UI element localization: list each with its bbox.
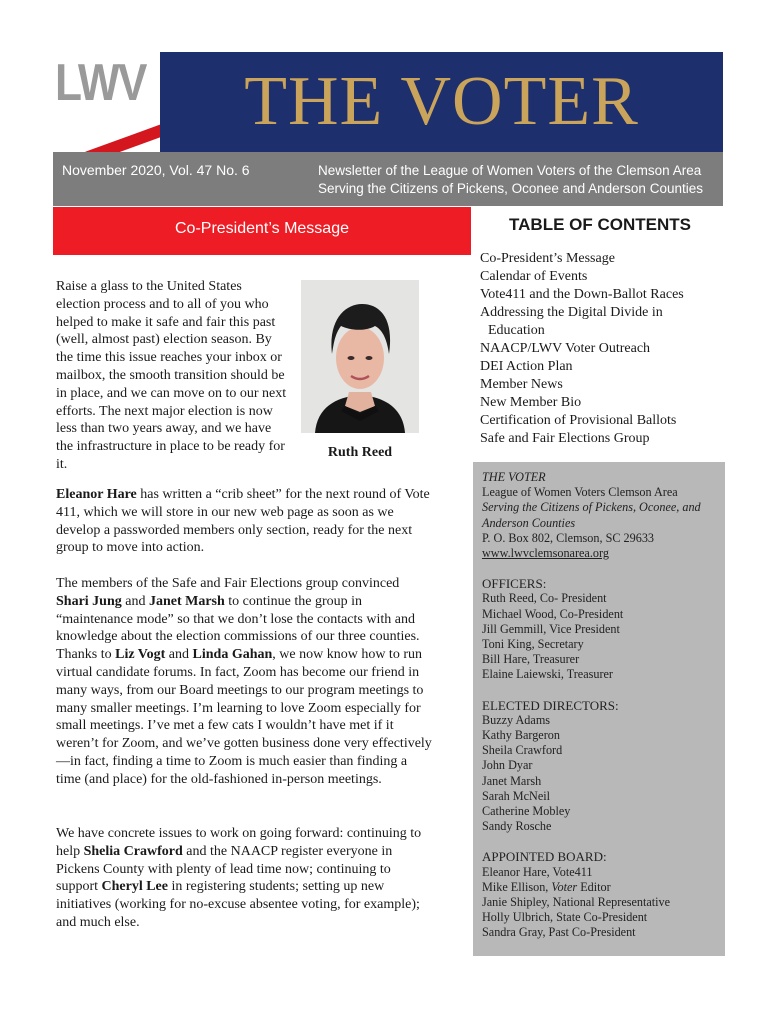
toc-item: Calendar of Events [480,269,588,284]
serving-text: Serving the Citizens of Pickens, Oconee, and [482,500,701,515]
toc-item: Education [488,323,545,338]
appointed-entry: Eleanor Hare, Vote411 [482,864,593,879]
paragraph-text: and [121,593,149,609]
officer-entry: Ruth Reed, Co- President [482,591,607,606]
appointed-entry: Sandra Gray, Past Co-President [482,925,636,940]
paragraph-text: We have concrete issues to work on going forward: continuing to help [56,826,422,859]
message-heading-bar [53,207,471,255]
message-paragraph-2 [56,486,434,557]
website-link[interactable] [482,546,722,561]
photo-caption: Ruth Reed [327,445,393,460]
director-entry: Sarah McNeil [482,788,551,803]
paragraph-text: to continue the group in “maintenance mode” so that we don’t lose the contacts with and knowledge about the election commissions of our three counties. Thanks to [56,593,420,663]
portrait-image [301,280,419,433]
tagline-line-2: Serving the Citizens of Pickens, Oconee and Anderson Counties [318,181,703,196]
toc-item: Vote411 and the Down-Ballot Races [480,287,684,302]
website-url[interactable]: www.lwvclemsonarea.org [482,546,609,561]
toc-item: Addressing the Digital Divide in [480,305,663,320]
appointed-entry [482,880,722,895]
paragraph-text: , we now know how to run virtual candidate forums. In fact, Zoom has become our friend in many ways, from our Board meetings to our program meetings to many smaller meetings. I’m learning to love Zoom especially for small meetings. I’ve met a few cats I wouldn’t have met if it weren’t for Zoom, and we’ve gotten business done very effectively—in fact, finding a time to Zoom is much easier than finding a time (and place) for the old-fashioned in-person meetings. [56,647,432,787]
person-name: Cheryl Lee [101,879,168,895]
publication-title: THE VOTER [482,470,546,484]
director-entry: Janet Marsh [482,773,542,788]
person-name: Janet Marsh [148,593,225,609]
paragraph-text: in registering students; setting up new initiatives (working for no-excuse absentee voting, for example); and much else. [56,879,420,930]
message-paragraph-3 [56,575,434,789]
directors-heading: ELECTED DIRECTORS: [482,697,619,713]
appointed-entry: Janie Shipley, National Representative [482,895,671,910]
message-paragraph-4 [56,825,434,932]
toc-item: Co-President’s Message [480,251,615,266]
officers-heading: OFFICERS: [482,576,547,592]
serving-text: Anderson Counties [482,515,576,530]
director-entry: Catherine Mobley [482,804,571,819]
serving-line-2 [482,516,722,531]
person-name: Shari Jung [56,593,122,609]
officer-entry: Elaine Laiewski, Treasurer [482,667,613,682]
paragraph-text: has written a “crib sheet” for the next round of Vote 411, which we will store in our new web page as soon as we develop a passworded members only section, ready for the next group to move into action. [56,487,430,556]
appointed-text-italic: Voter [551,879,578,894]
officer-entry: Jill Gemmill, Vice President [482,621,620,636]
director-entry: John Dyar [482,758,533,773]
toc-item: Safe and Fair Elections Group [480,431,650,446]
message-heading: Co-President’s Message [174,220,349,237]
director-entry: Kathy Bargeron [482,728,560,743]
director-entry: Sandy Rosche [482,819,552,834]
tagline-line-1: Newsletter of the League of Women Voters of the Clemson Area [318,163,702,178]
toc-list [480,250,725,448]
toc-item: New Member Bio [480,395,582,410]
person-name: Linda Gahan [192,647,273,663]
toc-item: Certification of Provisional Ballots [480,413,677,428]
person-name: Shelia Crawford [83,843,183,859]
director-entry: Buzzy Adams [482,712,551,727]
appointed-heading: APPOINTED BOARD: [482,849,607,865]
officer-entry: Bill Hare, Treasurer [482,652,580,667]
toc-item: NAACP/LWV Voter Outreach [480,341,651,356]
person-name: Eleanor Hare [56,487,137,502]
publication-name [482,470,722,485]
paragraph-text: The members of the Safe and Fair Elections group convinced [56,576,400,591]
toc-item: Member News [480,377,563,392]
issue-date: November 2020, Vol. 47 No. 6 [62,162,250,178]
newsletter-title: THE VOTER [244,63,639,140]
mailing-address: P. O. Box 802, Clemson, SC 29633 [482,530,655,545]
officer-entry: Michael Wood, Co-President [482,606,624,621]
tagline [318,162,703,198]
appointed-text: Editor [577,879,611,894]
officer-entry: Toni King, Secretary [482,637,584,652]
title-banner [160,52,723,152]
toc-item: DEI Action Plan [480,359,573,374]
paragraph-text: and the NAACP register everyone in Pickens County with plenty of lead time now; continuing to support [56,843,393,895]
organization-name: League of Women Voters Clemson Area [482,485,678,500]
paragraph-text: and [165,647,193,663]
message-paragraph-1: Raise a glass to the United States election process and to all of you who helped to make it safe and fair this past (well, almost past) election season. By the time this issue reaches your inbox or mailbox, the smooth transition should be in place, and we can move on to our next efforts. The next major election is now less than two years away, and we have the infrastructure in place to be ready for it. [56,279,287,472]
director-entry: Sheila Crawford [482,743,563,758]
ruth-reed-photo [301,280,419,433]
organization-info-box [473,462,725,956]
person-name: Liz Vogt [115,647,166,663]
toc-heading: TABLE OF CONTENTS [509,215,691,234]
appointed-text: Mike Ellison, [482,879,552,894]
serving-line-1 [482,500,722,515]
lwv-logo [55,55,160,160]
appointed-entry: Holly Ulbrich, State Co-President [482,910,648,925]
logo-letters: LWV [55,54,146,112]
